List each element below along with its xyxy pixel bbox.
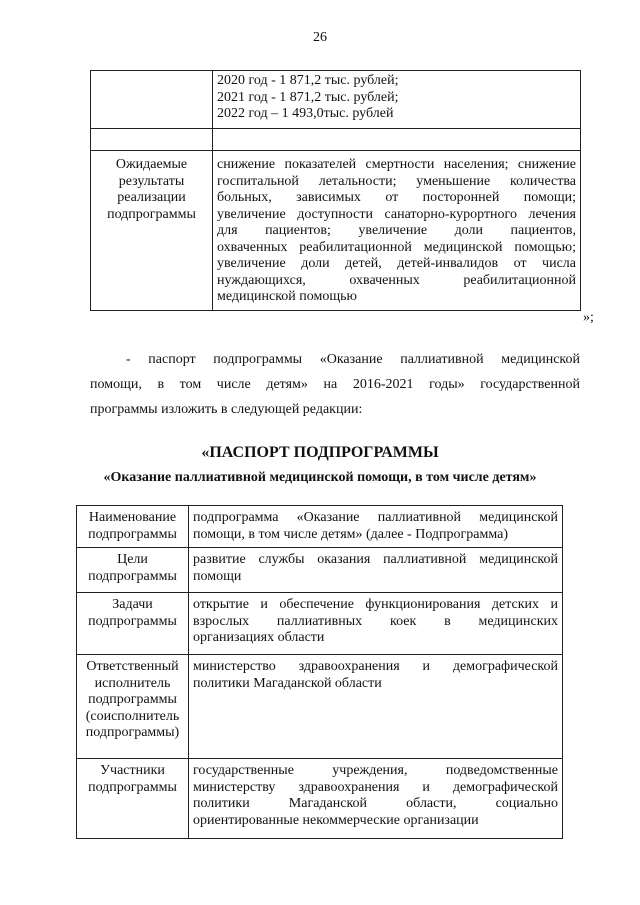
passport-heading: «ПАСПОРТ ПОДПРОГРАММЫ [201, 444, 439, 461]
amendment-paragraph: - паспорт подпрограммы «Оказание паллиативной медицинской помощи, в том числе детям» на 2016-2021 годы» государственной программы изложить в следующей редакции: [90, 352, 580, 417]
financing-table [90, 70, 581, 311]
responsible-executor-value: министерство здравоохранения и демографической политики Магаданской области [189, 655, 563, 759]
participants-label: Участники подпрограммы [77, 759, 189, 839]
name-value: подпрограмма «Оказание паллиативной медицинской помощи, в том числе детям» (далее - Подпрограмма) [189, 506, 563, 548]
table-row [77, 506, 563, 548]
goals-label: Цели подпрограммы [77, 548, 189, 593]
empty-cell [213, 129, 581, 151]
subprogram-title: «Оказание паллиативной медицинской помощи, в том числе детям» [103, 470, 537, 485]
expected-results-label: Ожидаемые результаты реализации подпрограммы [91, 151, 213, 311]
table-row [91, 129, 581, 151]
table-row [77, 655, 563, 759]
passport-table [76, 505, 563, 839]
page-number: 26 [313, 30, 327, 45]
table-row [77, 759, 563, 839]
financing-line: 2021 год - 1 871,2 тыс. рублей; [217, 89, 399, 105]
financing-line: 2020 год - 1 871,2 тыс. рублей; [217, 73, 399, 88]
closing-quote: »; [583, 310, 594, 325]
participants-value: государственные учреждения, подведомственные министерству здравоохранения и демографической политики Магаданской области, социально ориентированные некоммерческие организации [189, 759, 563, 839]
financing-years-cell [213, 71, 581, 129]
table-row [77, 593, 563, 655]
goals-value: развитие службы оказания паллиативной медицинской помощи [189, 548, 563, 593]
responsible-executor-label: Ответственный исполнитель подпрограммы (соисполнитель подпрограммы) [77, 655, 189, 759]
tasks-label: Задачи подпрограммы [77, 593, 189, 655]
expected-results-value: снижение показателей смертности населения; снижение госпитальной летальности; уменьшение количества больных, зависимых от посторонней помощи; увеличение доступности санаторно-курортного лечения для пациентов; увеличение доли пациентов, охваченных реабилитационной медицинской помощью; увеличение доли детей, детей-инвалидов от числа нуждающихся, охваченных реабилитационной медицинской помощью [213, 151, 581, 311]
table-row [91, 71, 581, 129]
financing-line: 2022 год – 1 493,0тыс. рублей [217, 106, 394, 121]
financing-label-cell [91, 71, 213, 129]
empty-cell [91, 129, 213, 151]
table-row [77, 548, 563, 593]
name-label: Наименование подпрограммы [77, 506, 189, 548]
table-row [91, 151, 581, 311]
tasks-value: открытие и обеспечение функционирования детских и взрослых паллиативных коек в медицинских организациях области [189, 593, 563, 655]
